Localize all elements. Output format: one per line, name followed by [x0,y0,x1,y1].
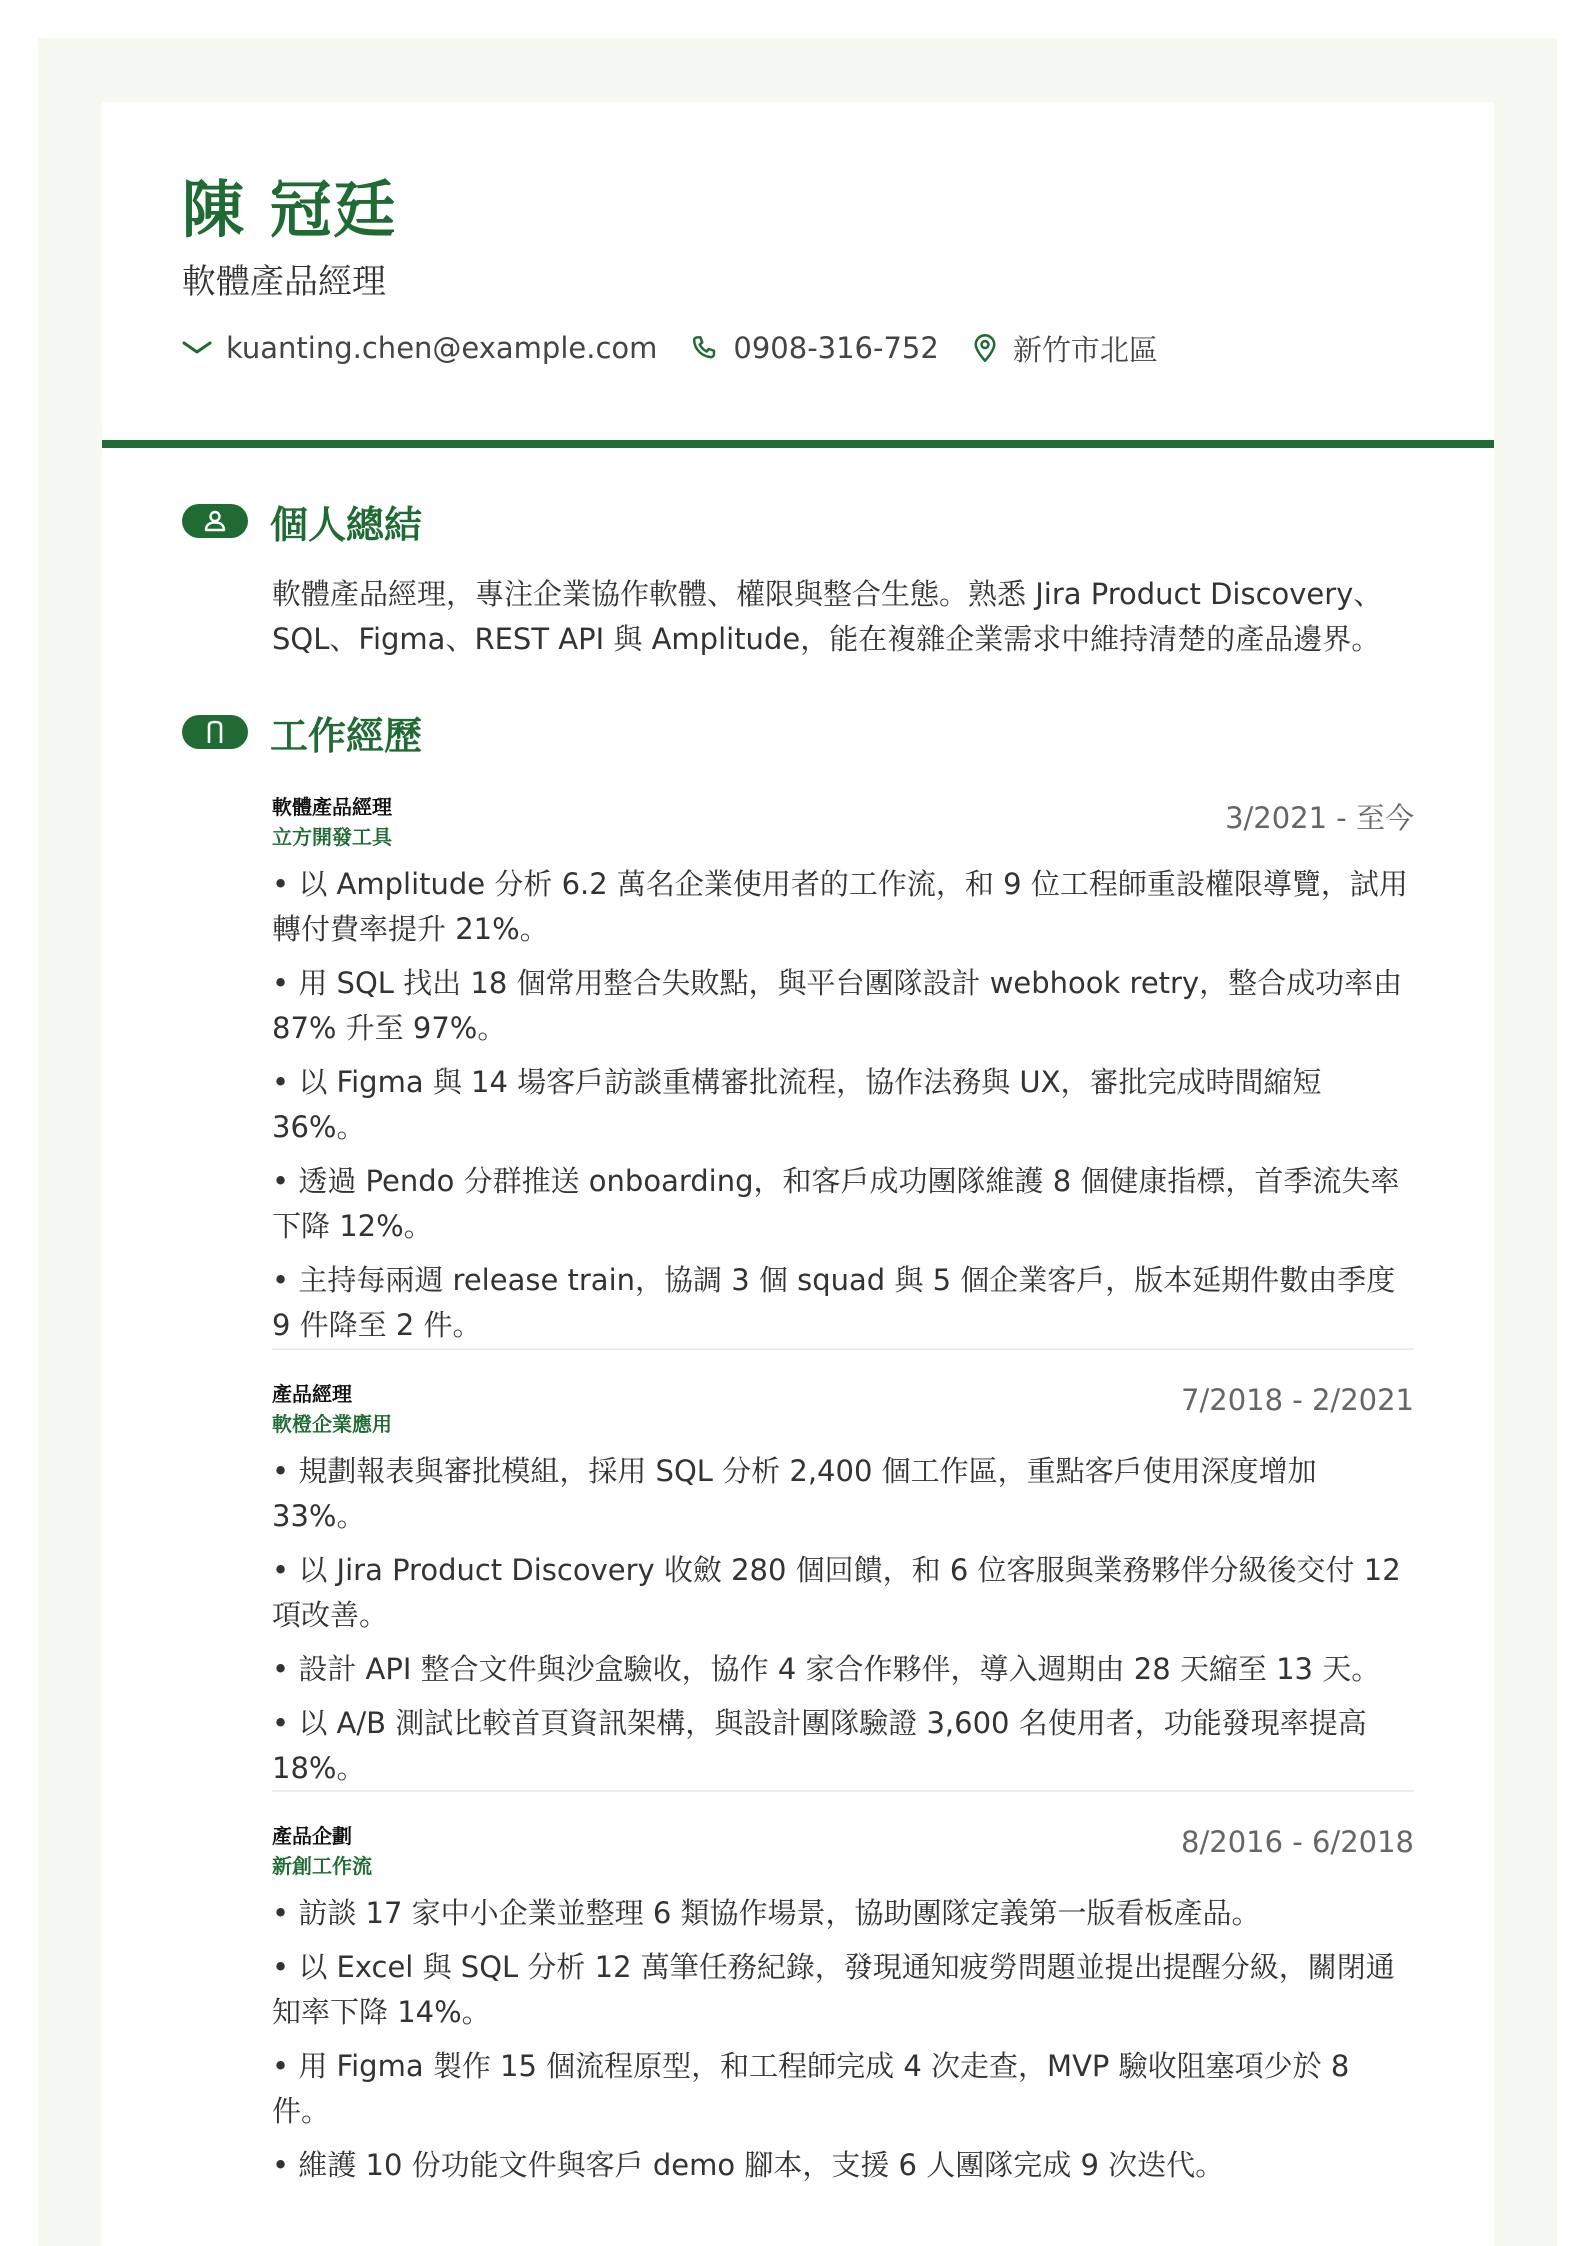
experience-section-header [182,709,423,758]
job-bullets [272,862,1414,1348]
job-bullet: • 用 SQL 找出 18 個常用整合失敗點，與平台團隊設計 webhook retry，整合成功率由 87% 升至 97%。 [272,966,1403,1045]
resume-header [102,102,1494,448]
contact-info [182,328,1190,368]
briefcase-icon [182,715,248,749]
job-bullet: • 維護 10 份功能文件與客戶 demo 腳本，支援 6 人團隊完成 9 次迭代。 [272,2148,1225,2182]
job-dates: 8/2016 - 6/2018 [1181,1825,1414,1859]
job-company: 軟橙企業應用 [272,1412,392,1436]
job-bullet: • 設計 API 整合文件與沙盒驗收，協作 4 家合作夥伴，導入週期由 28 天縮至 13 天。 [272,1652,1381,1686]
job-entry [272,792,1414,1357]
job-bullet: • 透過 Pendo 分群推送 onboarding，和客戶成功團隊維護 8 個健康指標，首季流失率下降 12%。 [272,1164,1400,1243]
phone-icon [689,333,719,363]
job-dates: 7/2018 - 2/2021 [1181,1383,1414,1417]
job-bullet: • 主持每兩週 release train，協調 3 個 squad 與 5 個企業客戶，版本延期件數由季度 9 件降至 2 件。 [272,1263,1396,1342]
header-divider [102,440,1494,448]
job-entry [272,1379,1414,1800]
experience-heading: 工作經歷 [270,713,423,758]
job-bullet: • 訪談 17 家中小企業並整理 6 類協作場景，協助團隊定義第一版看板產品。 [272,1896,1261,1930]
location-text: 新竹市北區 [1012,332,1158,367]
candidate-name: 陳 冠廷 [182,173,398,246]
resume-page [102,102,1494,2246]
job-bullet: • 以 Excel 與 SQL 分析 12 萬筆任務紀錄，發現通知疲勞問題並提出提醒分級，關閉通知率下降 14%。 [272,1950,1395,2029]
summary-heading: 個人總結 [270,502,423,547]
job-company: 立方開發工具 [272,825,392,849]
phone-text: 0908-316-752 [733,331,939,365]
job-bullet: • 規劃報表與審批模組，採用 SQL 分析 2,400 個工作區，重點客戶使用深度增加 33%。 [272,1454,1317,1533]
job-divider [272,1348,1414,1350]
job-role: 軟體產品經理 [272,795,392,819]
location-pin-icon [971,333,999,363]
job-bullet: • 以 Amplitude 分析 6.2 萬名企業使用者的工作流，和 9 位工程師重設權限導覽，試用轉付費率提升 21%。 [272,867,1408,946]
job-company: 新創工作流 [272,1854,372,1878]
contact-location [971,328,1158,369]
summary-text: 軟體產品經理，專注企業協作軟體、權限與整合生態。熟悉 Jira Product Discovery、SQL、Figma、REST API 與 Amplitude，能在複雜企業需求中維持清楚的產品邊界。 [272,577,1383,656]
chevron-down-icon [182,339,212,357]
job-bullet: • 以 Figma 與 14 場客戶訪談重構審批流程，協作法務與 UX，審批完成時間縮短 36%。 [272,1065,1322,1144]
job-title: 軟體產品經理 [182,262,386,302]
job-entry [272,1821,1414,2197]
contact-phone[interactable] [689,331,938,365]
email-text: kuanting.chen@example.com [226,331,658,365]
contact-email[interactable] [182,331,657,365]
person-icon [182,504,248,538]
job-divider [272,1790,1414,1792]
job-bullet: • 以 A/B 測試比較首頁資訊架構，與設計團隊驗證 3,600 名使用者，功能發現率提高 18%。 [272,1706,1367,1785]
job-dates: 3/2021 - 至今 [1225,801,1414,835]
summary-section-header [182,498,423,547]
job-role: 產品經理 [272,1382,352,1406]
job-bullets [272,1891,1414,2188]
job-bullets [272,1449,1414,1791]
job-bullet: • 用 Figma 製作 15 個流程原型，和工程師完成 4 次走查，MVP 驗收阻塞項少於 8 件。 [272,2049,1350,2128]
job-bullet: • 以 Jira Product Discovery 收斂 280 個回饋，和 6 位客服與業務夥伴分級後交付 12 項改善。 [272,1553,1401,1632]
job-role: 產品企劃 [272,1824,352,1848]
